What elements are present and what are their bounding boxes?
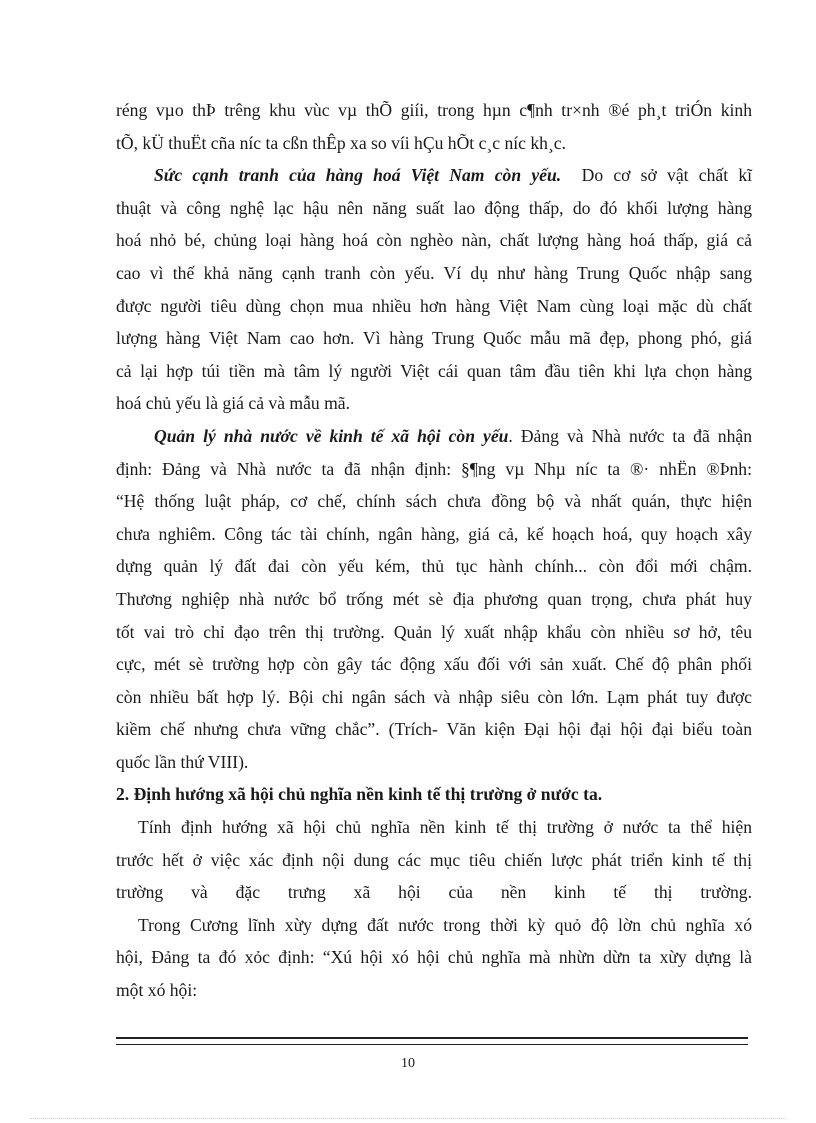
- text-line: Tính định hướng xã hội chủ nghĩa nền kinh tế thị trường ở nước ta thể hiện: [138, 817, 752, 838]
- text-line: cực, mét sè trường hợp còn gây tác động xấu đối với sản xuất. Chế độ phân phối: [116, 654, 752, 675]
- text-line: kiềm chế nhưng chưa vững chắc”. (Trích- Văn kiện Đại hội đại hội đại biểu toàn: [116, 719, 752, 740]
- text-line: tốt vai trò chỉ đạo trên thị trường. Quản lý xuất nhập khẩu còn nhiều sơ hở, têu: [116, 621, 752, 642]
- heading-text: 2. Định hướng xã hội chủ nghĩa nền kinh tế thị trường ở nước ta.: [116, 784, 603, 805]
- text-line: định: Đảng và Nhà nước ta đã nhận định: §¶ng vµ Nhµ níc ta ®· nhËn ®Þnh:: [116, 458, 752, 479]
- text-line: được người tiêu dùng chọn mua nhiều hơn hàng Việt Nam cùng loại mặc dù chất: [116, 295, 752, 316]
- text-line: hội, Đảng ta đó xỏc định: “Xú hội xó hội chủ nghĩa mà nhừn dừn ta xừy dựng là: [116, 947, 752, 968]
- text-line: chưa nghiêm. Công tác tài chính, ngân hàng, giá cả, kế hoạch hoá, quy hoạch xây: [116, 523, 752, 544]
- paragraph-2: [116, 159, 752, 420]
- text-fragment: . Đảng và Nhà nước ta đã nhận: [508, 425, 752, 446]
- text-line: Trong Cương lĩnh xừy dựng đất nước trong thời kỳ quỏ độ lờn chủ nghĩa xó: [138, 914, 752, 935]
- paragraph-4: [116, 811, 752, 909]
- section-heading: [116, 778, 752, 811]
- text-line: hoá nhỏ bé, chủng loại hàng hoá còn nghèo nàn, chất lượng hàng hoá thấp, giá cả: [116, 230, 752, 251]
- text-line: cả lại hợp túi tiền mà tâm lý người Việt cái quan tâm đầu tiên khi lựa chọn hàng: [116, 360, 752, 381]
- text-line: thuật và công nghệ lạc hậu nên năng suất lao động thấp, do đó khối lượng hàng: [116, 197, 752, 218]
- text-line: trước hết ở việc xác định nội dung các mục tiêu chiến lược phát triển kinh tế thị: [116, 849, 752, 870]
- paragraph-1: [116, 94, 752, 159]
- text-fragment: Do cơ sở vật chất kĩ: [581, 165, 752, 186]
- text-line: quốc lần thứ VIII).: [116, 751, 249, 772]
- footer-double-rule: [116, 1037, 748, 1045]
- text-line: cao vì thế khả năng cạnh tranh còn yếu. Ví dụ như hàng Trung Quốc nhập sang: [116, 262, 752, 283]
- text-line: một xó hội:: [116, 980, 198, 1001]
- text-line: “Hệ thống luật pháp, cơ chế, chính sách chưa đồng bộ và nhất quán, thực hiện: [116, 491, 752, 512]
- text-line: trường và đặc trưng xã hội của nền kinh tế thị trường.: [116, 882, 752, 903]
- page-bottom-divider: [30, 1118, 786, 1119]
- text-line: dựng quản lý đất đai còn yếu kém, thủ tục hành chính... còn đổi mới chậm.: [116, 556, 752, 577]
- paragraph-lead: Quản lý nhà nước về kinh tế xã hội còn yếu: [154, 425, 509, 446]
- text-line: réng vµo thÞ trêng khu vùc vµ thÕ giíi, trong hµn c¶nh tr×nh ®é ph¸t triÓn kinh: [116, 100, 752, 120]
- text-line: lượng hàng Việt Nam cao hơn. Vì hàng Trung Quốc mẫu mã đẹp, phong phó, giá: [116, 328, 752, 349]
- text-line: hoá chủ yếu là giá cả và mẫu mã.: [116, 393, 350, 414]
- text-line: [116, 420, 752, 453]
- paragraph-3: [116, 420, 752, 779]
- text-line: [116, 159, 752, 192]
- document-body: [116, 94, 752, 1007]
- paragraph-lead: Sức cạnh tranh của hàng hoá Việt Nam còn yếu.: [154, 165, 562, 186]
- page-number: 10: [401, 1056, 415, 1071]
- paragraph-5: [116, 909, 752, 1007]
- text-line: còn nhiều bất hợp lý. Bội chi ngân sách và nhập siêu còn lớn. Lạm phát tuy được: [116, 686, 752, 707]
- text-line: Thương nghiệp nhà nước bổ trống mét sè địa phương quan trọng, chưa phát huy: [116, 588, 752, 609]
- text-line: tÕ, kÜ thuËt cña níc ta cßn thÊp xa so víi hÇu hÕt c¸c níc kh¸c.: [116, 132, 566, 153]
